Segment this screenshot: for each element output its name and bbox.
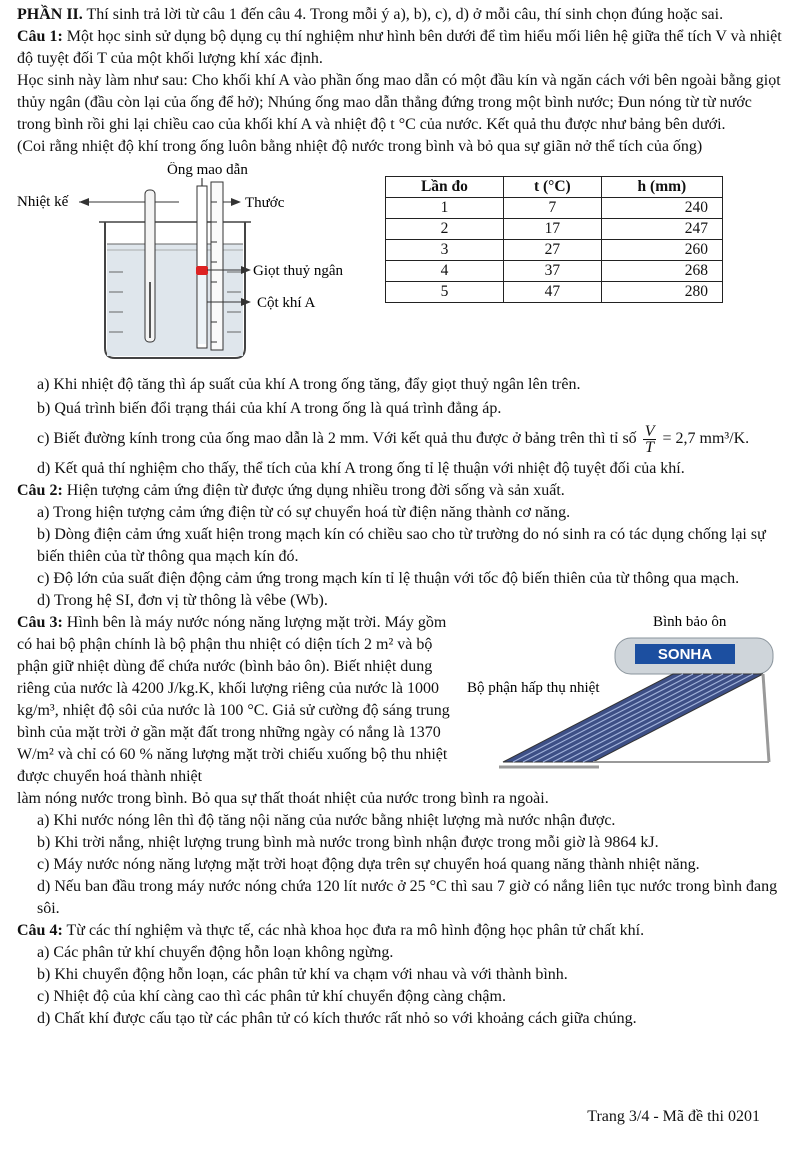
q1-figure (17, 162, 783, 374)
brand-text: SONHA (657, 646, 713, 663)
table-row (386, 261, 723, 282)
table-header-row (386, 177, 723, 198)
q2-option-d: d) Trong hệ SI, đơn vị từ thông là vêbe (Wb). (37, 592, 328, 609)
table-cell: 268 (601, 261, 722, 282)
q4-option-d: d) Chất khí được cấu tạo từ các phân tử có kích thước rất nhỏ so với khoảng cách giữa chúng. (37, 1010, 637, 1027)
q3-option-a: a) Khi nước nóng lên thì độ tăng nội năng của nước bằng nhiệt lượng mà nước nhận được. (37, 812, 616, 829)
q2-option-b: b) Dòng điện cảm ứng xuất hiện trong mạch kín có chiều sao cho từ trường do nó sinh ra có tác dụng chống lại sự biến thiên của từ thông qua mạch kín đó. (37, 526, 766, 565)
q3-option-b: b) Khi trời nắng, nhiệt lượng trung bình mà nước trong bình nhận được trong mỗi giờ là 9864 kJ. (37, 834, 659, 851)
table-cell: 1 (386, 198, 504, 219)
q1-procedure: Học sinh này làm như sau: Cho khối khí A vào phần ống mao dẫn có một đầu kín và ngăn cách với bên ngoài bằng giọt thủy ngân (đầu còn lại của ống để hở); Nhúng ống mao dẫn thẳng đứng trong một bình nước; Đun nóng từ từ nước trong bình rồi ghi lại chiều cao của khối khí A và nhiệt độ t °C của nước. Kết quả thu được như bảng bên dưới. (17, 72, 781, 133)
table-cell: 27 (503, 240, 601, 261)
q1-intro: Câu 1: Một học sinh sử dụng bộ dụng cụ thí nghiệm như hình bên dưới để tìm hiểu mối liên hệ giữa thể tích V và nhiệt độ tuyệt đối T của một khối lượng khí xác định. (17, 28, 782, 67)
section-header: PHẦN II. Thí sinh trả lời từ câu 1 đến câu 4. Trong mỗi ý a), b), c), d) ở mỗi câu, thí sinh chọn đúng hoặc sai. (17, 6, 724, 23)
table-row (386, 240, 723, 261)
exam-page (17, 4, 783, 1030)
table-cell: 240 (601, 198, 722, 219)
table-cell: 4 (386, 261, 504, 282)
table-cell: 260 (601, 240, 722, 261)
q1-option-b: b) Quá trình biến đổi trạng thái của khí A trong ống là quá trình đẳng áp. (37, 400, 502, 417)
q4-intro: Câu 4: Từ các thí nghiệm và thực tế, các nhà khoa học đưa ra mô hình động học phân tử chất khí. (17, 922, 645, 939)
drop-label: Giọt thuỷ ngân (253, 263, 343, 279)
data-table (385, 176, 723, 303)
table-cell: 280 (601, 282, 722, 303)
tube-label: Ống mao dẫn (167, 162, 248, 178)
collector-label: Bộ phận hấp thụ nhiệt (467, 680, 600, 696)
table-cell: 3 (386, 240, 504, 261)
q3-intro-end: làm nóng nước trong bình. Bỏ qua sự thất thoát nhiệt của nước trong bình ra ngoài. (17, 790, 549, 807)
v-over-t-fraction: $\frac{V}{T}$ (644, 422, 655, 456)
q1-option-a: a) Khi nhiệt độ tăng thì áp suất của khí A trong ống tăng, đẩy giọt thuỷ ngân lên trên. (37, 376, 581, 393)
thermometer-label: Nhiệt kế (17, 194, 69, 210)
q2-intro: Câu 2: Hiện tượng cảm ứng điện từ được ứng dụng nhiều trong đời sống và sản xuất. (17, 482, 565, 499)
tank-label: Bình bảo ôn (653, 614, 727, 630)
q3-block (17, 612, 783, 788)
q2-option-a: a) Trong hiện tượng cảm ứng điện từ có sự chuyển hoá từ điện năng thành cơ năng. (37, 504, 571, 521)
solar-heater-figure (463, 612, 783, 782)
q4-option-a: a) Các phân tử khí chuyển động hỗn loạn không ngừng. (37, 944, 394, 961)
table-cell: 17 (503, 219, 601, 240)
table-cell: 47 (503, 282, 601, 303)
apparatus-diagram (17, 162, 377, 372)
q3-option-d: d) Nếu ban đầu trong máy nước nóng chứa 120 lít nước ở 25 °C thì sau 7 giờ có nắng liên tục nước trong bình đang sôi. (37, 878, 778, 917)
table-cell: 7 (503, 198, 601, 219)
table-cell: 37 (503, 261, 601, 282)
table-row (386, 282, 723, 303)
q4-option-b: b) Khi chuyển động hỗn loạn, các phân tử khí va chạm với nhau và với thành bình. (37, 966, 568, 983)
table-header: t (°C) (503, 177, 601, 198)
data-table-box (369, 168, 749, 368)
q2-option-c: c) Độ lớn của suất điện động cảm ứng trong mạch kín tỉ lệ thuận với tốc độ biến thiên của từ thông qua mạch. (37, 570, 740, 587)
gas-column (198, 274, 206, 344)
table-header: h (mm) (601, 177, 722, 198)
q4-option-c: c) Nhiệt độ của khí càng cao thì các phân tử khí chuyển động càng chậm. (37, 988, 506, 1005)
q3-option-c: c) Máy nước nóng năng lượng mặt trời hoạt động dựa trên sự chuyển hoá quang năng thành nhiệt năng. (37, 856, 700, 873)
ruler (211, 182, 223, 350)
gas-label: Cột khí A (257, 295, 316, 311)
page-footer: Trang 3/4 - Mã đề thi 0201 (587, 1108, 760, 1125)
q1-option-d: d) Kết quả thí nghiệm cho thấy, thể tích của khí A trong ống tỉ lệ thuận với nhiệt độ tuyệt đối của khí. (37, 460, 685, 477)
q1-note: (Coi rằng nhiệt độ khí trong ống luôn bằng nhiệt độ nước trong bình và bỏ qua sự giãn nở thể tích của ống) (17, 138, 703, 155)
table-header: Lần đo (386, 177, 504, 198)
q1-option-c: c) Biết đường kính trong của ống mao dẫn là 2 mm. Với kết quả thu được ở bảng trên thì tỉ số $\frac{V}{T}$ = 2,7 mm³/K. (37, 422, 750, 456)
table-cell: 2 (386, 219, 504, 240)
table-cell: 5 (386, 282, 504, 303)
table-row (386, 219, 723, 240)
table-cell: 247 (601, 219, 722, 240)
ruler-label: Thước (245, 195, 285, 211)
q3-intro: Câu 3: Hình bên là máy nước nóng năng lượng mặt trời. Máy gồm có hai bộ phận chính là bộ phận thu nhiệt có diện tích 2 m² và bộ phận giữ nhiệt dùng để chứa nước (bình bảo ôn). Biết nhiệt dung riêng của nước là 4200 J/kg.K, khối lượng riêng của nước là 1000 kg/m³, nhiệt độ sôi của nước là 100 °C. Giả sử cường độ sáng trung bình của mặt trời ở gần mặt đất trong những ngày có nắng là 1370 W/m² và chỉ có 60 % năng lượng mặt trời chiếu xuống bộ thu nhiệt được chuyển hoá thành nhiệt (17, 614, 450, 785)
table-row (386, 198, 723, 219)
mercury-drop (196, 266, 208, 275)
